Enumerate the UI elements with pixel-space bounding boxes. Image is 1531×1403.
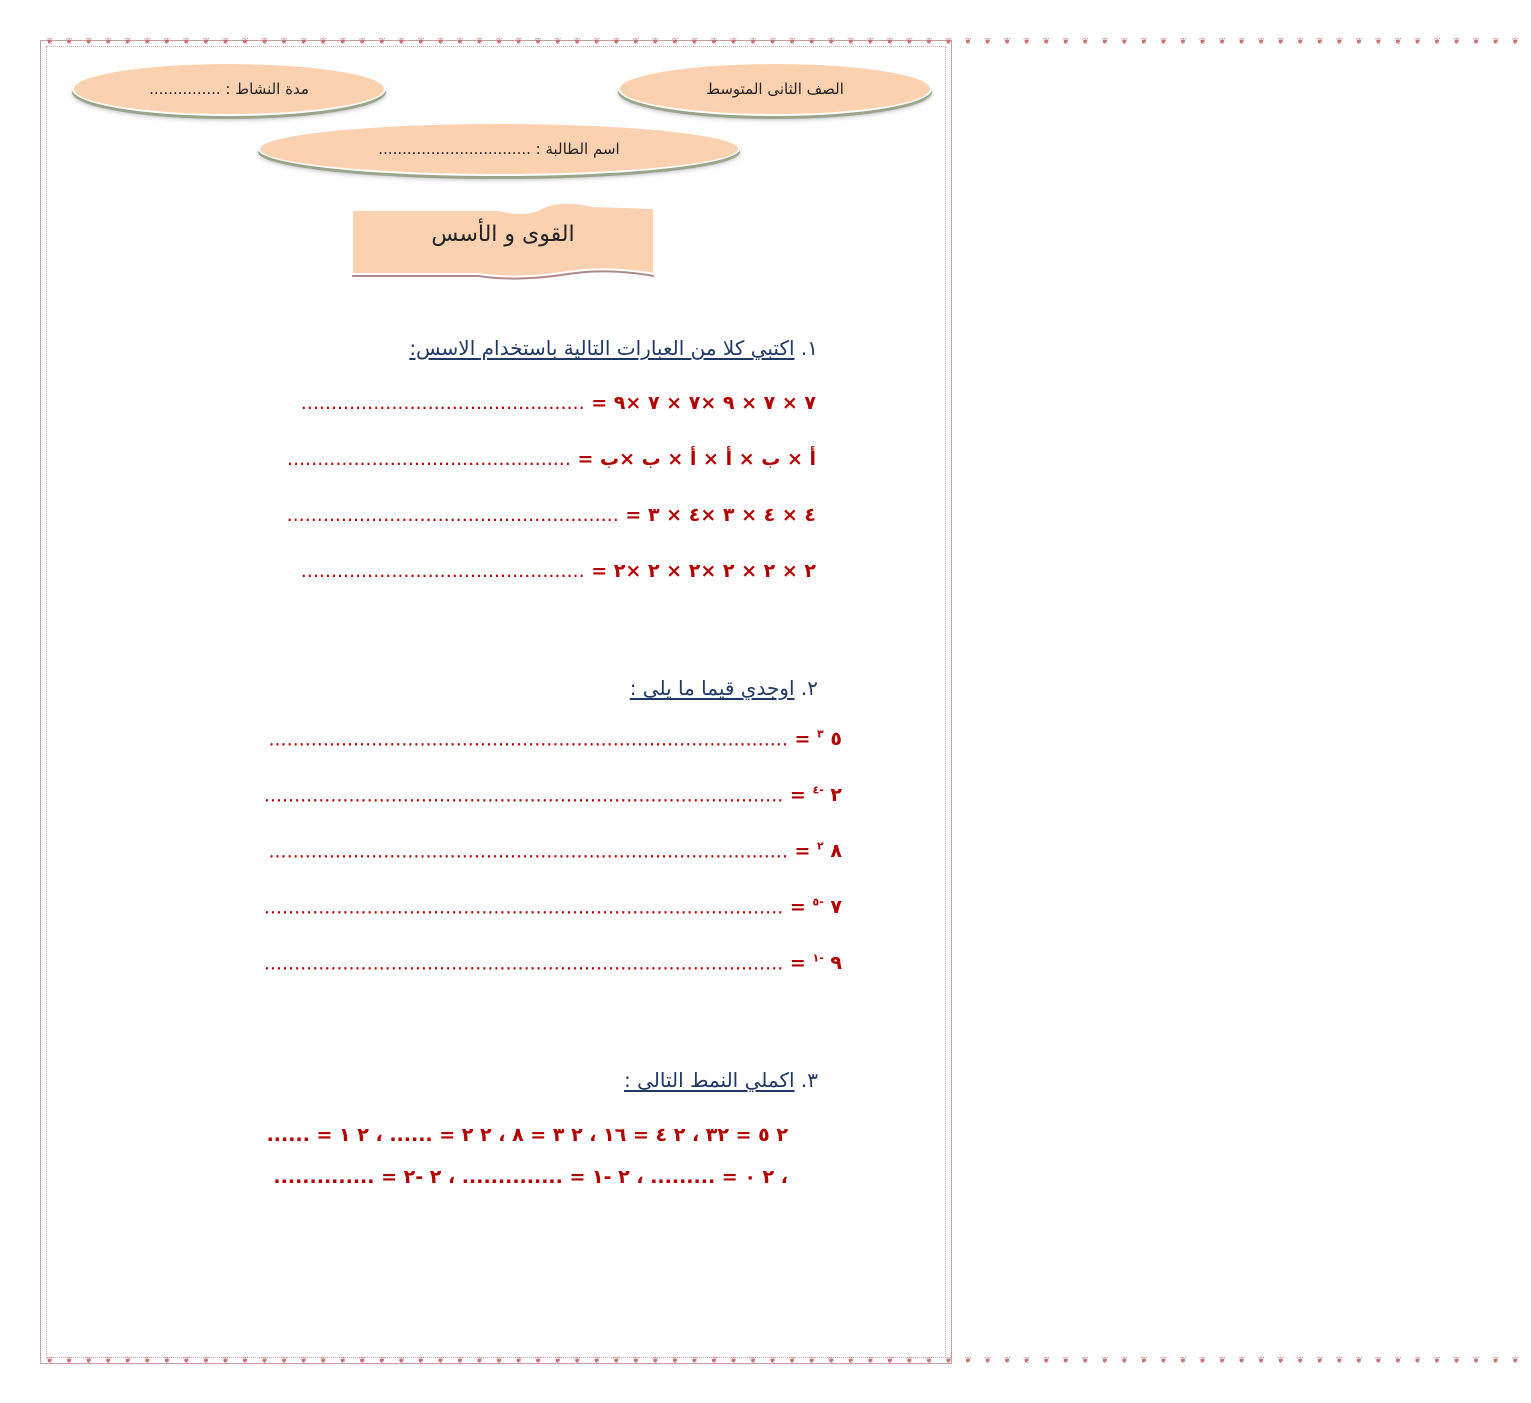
q2-item (264, 784, 842, 806)
q2-base: ٩ (830, 952, 842, 975)
q1-heading (409, 336, 818, 360)
q3-heading (624, 1068, 818, 1092)
q2-item-expr: ٩ $^{-١}$ = (789, 952, 842, 975)
q2-item (268, 840, 842, 862)
q2-exponent: -١ (812, 952, 824, 965)
q1-item-expr: ٧ × ٧ × ٩ ×٧ × ٧ ×٩ = (591, 392, 816, 414)
q2-item-expr: ٢ $^{-٤}$ = (789, 784, 842, 807)
q2-item-answer: ...................................................................................... (268, 840, 788, 863)
title-banner (348, 202, 658, 286)
q2-item (268, 728, 842, 750)
q2-item (264, 896, 842, 918)
q1-item-expr: ٤ × ٤ × ٣ ×٤ × ٣ = (625, 504, 816, 526)
q2-base: ٨ (830, 840, 842, 863)
q1-item (301, 560, 816, 582)
q1-item-answer: ............................................... (287, 448, 571, 470)
q1-item (287, 448, 816, 470)
q1-item-answer: ............................................... (300, 560, 585, 582)
q2-exponent: -٤ (812, 784, 824, 797)
q3-number: ٣. (800, 1068, 818, 1092)
q2-base: ٥ (830, 728, 842, 751)
q2-item-answer: ...................................................................................... (263, 784, 784, 807)
q1-item-expr: ٢ × ٢ × ٢ ×٢ × ٢ ×٢ = (591, 560, 816, 582)
student-name-label: اسم الطالبة : ................................ (378, 140, 620, 158)
q2-item-answer: ...................................................................................... (263, 896, 784, 919)
q3-heading-text: اكملي النمط التالى : (624, 1068, 795, 1092)
duration-label: مدة النشاط : ............... (149, 80, 309, 98)
grade-label: الصف الثانى المتوسط (706, 80, 844, 98)
q2-item-answer: ...................................................................................... (268, 728, 788, 751)
q2-base: ٧ (830, 896, 842, 919)
q2-exponent: -٥ (812, 896, 824, 909)
q2-exponent: ٢ (817, 840, 824, 853)
q1-item-expr: أ × ب × أ × أ × ب ×ب = (577, 448, 816, 470)
q2-heading (630, 676, 818, 700)
q1-heading-text: اكتبي كلا من العبارات التالية باستخدام الاسس: (409, 336, 795, 360)
page-title: القوى و الأسس (431, 222, 575, 247)
q1-item (287, 504, 816, 526)
border-ornament-bottom: ❦❦❦❦❦❦❦❦❦❦❦❦❦❦❦❦❦❦❦❦❦❦❦❦❦❦❦❦❦❦❦❦❦❦❦❦❦❦❦❦❦❦❦❦❦❦❦❦❦❦❦❦❦❦❦❦❦❦❦❦❦❦❦❦❦❦❦❦❦❦❦❦❦❦❦❦ (46, 1356, 1531, 1366)
student-name-pill (258, 122, 740, 176)
border-ornament-top: ❦❦❦❦❦❦❦❦❦❦❦❦❦❦❦❦❦❦❦❦❦❦❦❦❦❦❦❦❦❦❦❦❦❦❦❦❦❦❦❦❦❦❦❦❦❦❦❦❦❦❦❦❦❦❦❦❦❦❦❦❦❦❦❦❦❦❦❦❦❦❦❦❦❦❦❦ (46, 37, 1531, 47)
q2-base: ٢ (830, 784, 842, 807)
q2-item-expr: ٧ $^{-٥}$ = (789, 896, 842, 919)
q3-pattern-line-2: ، ٢ ٠ = ......... ، ٢ -١ = .............. ، ٢ -٢ = .............. (273, 1166, 788, 1188)
grade-pill (618, 62, 932, 116)
q2-number: ٢. (800, 676, 818, 700)
q1-item (301, 392, 816, 414)
q3-pattern-line-1: ٢ ٥ = ٣٢ ، ٢ ٤ = ١٦ ، ٢ ٣ = ٨ ، ٢ ٢ = ...... ، ٢ ١ = ...... (266, 1124, 788, 1146)
q1-item-answer: ....................................................... (286, 504, 619, 526)
q2-exponent: ٣ (817, 728, 824, 741)
q2-item-answer: ...................................................................................... (263, 952, 784, 975)
q2-item-expr: ٨ $^٢$ = (794, 840, 842, 863)
q2-item-expr: ٥ $^٣$ = (794, 728, 842, 751)
q2-item (264, 952, 842, 974)
q1-item-answer: ............................................... (300, 392, 585, 414)
q2-heading-text: اوجدي قيما ما يلى : (629, 676, 795, 700)
title-banner-shape (348, 202, 658, 292)
duration-pill (72, 62, 386, 116)
q1-number: ١. (800, 336, 818, 360)
